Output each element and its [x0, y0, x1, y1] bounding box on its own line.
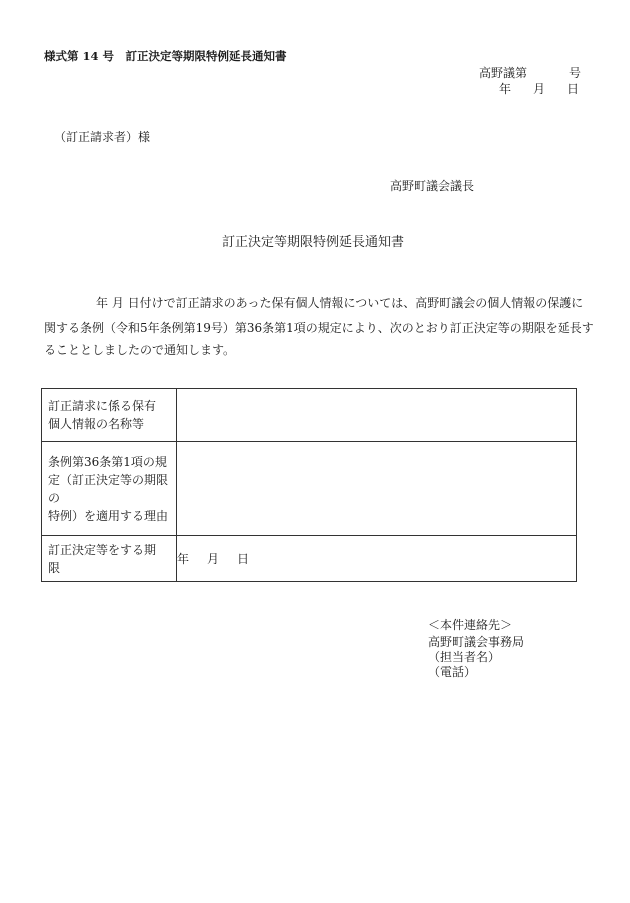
issue-date-day: 日 [567, 82, 580, 96]
table-label-info-name [42, 389, 177, 442]
body-line-2: 関する条例（令和5年条例第19号）第36条第1項の規定により、次のとおり訂正決定等の期限を延長す [44, 321, 594, 335]
deadline-year: 年 [177, 551, 190, 566]
document-title: 訂正決定等期限特例延長通知書 [222, 235, 405, 250]
label-line: 特例）を適用する理由 [48, 508, 169, 523]
table-value-info-name [177, 389, 577, 442]
contact-heading: ＜本件連絡先＞ [428, 618, 513, 632]
label-line: 個人情報の名称等 [48, 417, 145, 431]
table-value-reason [177, 442, 577, 536]
deadline-day: 日 [237, 551, 250, 566]
table-label-reason [42, 442, 177, 536]
contact-person: （担当者名） [428, 650, 501, 664]
table-row [42, 389, 577, 442]
addressee: （訂正請求者）様 [54, 130, 151, 144]
label-line: 訂正決定等をする期 [48, 542, 157, 557]
label-line: 定（訂正決定等の期限の [48, 472, 169, 505]
label-line: 限 [48, 560, 61, 575]
issue-date-year: 年 [499, 82, 512, 96]
table-label-deadline [42, 536, 177, 582]
body-line-1 [44, 296, 583, 310]
contact-office: 高野町議会事務局 [428, 635, 525, 649]
contact-phone: （電話） [428, 665, 477, 679]
deadline-month: 月 [207, 551, 220, 566]
sender: 高野町議会議長 [390, 179, 475, 193]
label-line: 訂正請求に係る保有 [48, 399, 157, 413]
table-row [42, 442, 577, 536]
form-number: 様式第 14 号 訂正決定等期限特例延長通知書 [44, 49, 287, 63]
table-value-deadline [177, 536, 577, 582]
body-line-3: ることとしましたので通知します。 [44, 343, 236, 357]
table-row [42, 536, 577, 582]
reference-suffix: 号 [569, 66, 582, 80]
reference-number [479, 66, 581, 80]
reference-prefix: 高野議第 [479, 66, 528, 80]
issue-date-month: 月 [533, 82, 546, 96]
body-line-1-text: 年 月 日付けで訂正請求のあった保有個人情報については、高野町議会の個人情報の保護に [96, 296, 584, 310]
label-line: 条例第36条第1項の規 [48, 454, 167, 469]
issue-date [499, 82, 579, 96]
info-table [41, 388, 577, 582]
